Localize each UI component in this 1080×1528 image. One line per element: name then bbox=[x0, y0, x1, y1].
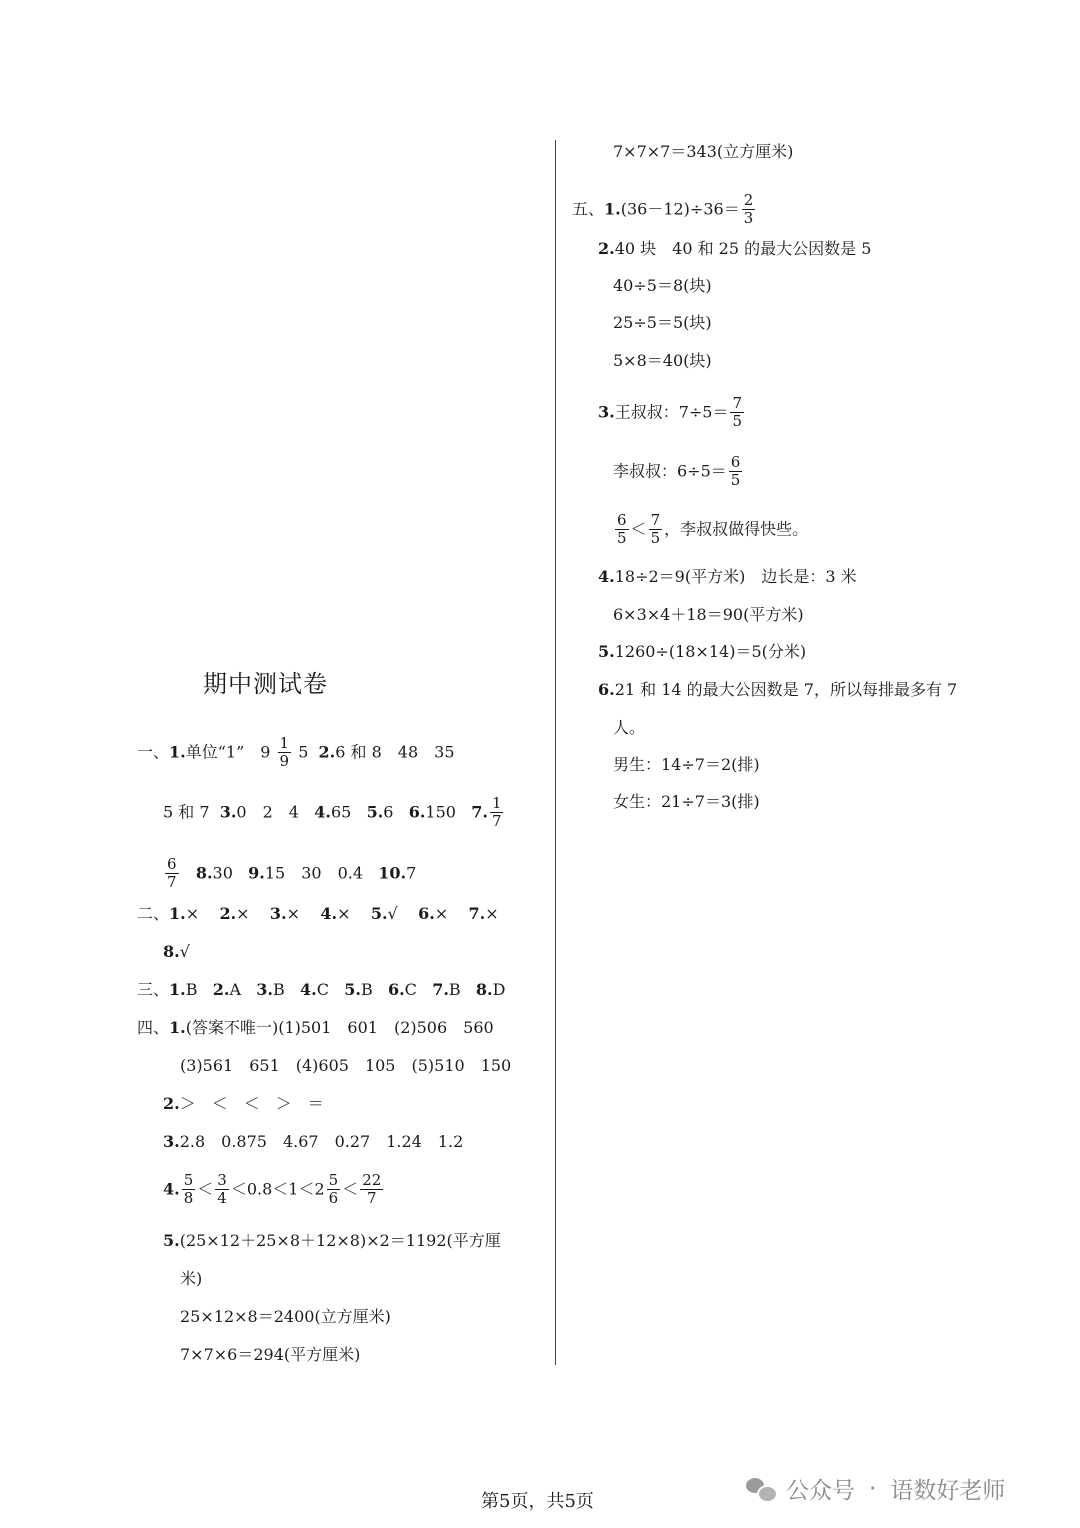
answer-line-r9: $\frac{6}{5}$ ＜ $\frac{7}{5}$ ，李叔叔做得快些。 bbox=[617, 511, 809, 548]
fraction: $\frac{1}{7}$ bbox=[491, 794, 502, 831]
answer-line-r12: 5.1260÷(18×14)＝5(分米) bbox=[598, 642, 807, 661]
fraction: $\frac{6}{5}$ bbox=[617, 511, 627, 548]
answer-line-4-6: 5.(25×12＋25×8＋12×8)×2＝1192(平方厘 bbox=[163, 1231, 501, 1250]
answer-line-r5: 25÷5＝5(块) bbox=[613, 313, 712, 332]
answer-line-1-3: $\frac{6}{7}$ 8.30 9.15 30 0.4 10.7 bbox=[167, 855, 417, 892]
answer-line-2-1: 二、1.× 2.× 3.× 4.× 5.√ 6.× 7.× bbox=[137, 904, 499, 923]
answer-line-r4: 40÷5＝8(块) bbox=[613, 276, 712, 295]
page-title: 期中测试卷 bbox=[203, 670, 328, 698]
fraction: $\frac{7}{5}$ bbox=[732, 394, 743, 431]
answer-line-4-2: (3)561 651 (4)605 105 (5)510 150 bbox=[180, 1056, 512, 1075]
watermark-separator: · bbox=[869, 1475, 877, 1502]
fraction: $\frac{7}{5}$ bbox=[650, 511, 661, 548]
column-divider bbox=[555, 140, 556, 1365]
fraction: $\frac{2}{3}$ bbox=[743, 191, 754, 228]
answer-line-r1: 7×7×7＝343(立方厘米) bbox=[613, 142, 794, 161]
answer-line-r2: 五、1.(36－12)÷36＝ $\frac{2}{3}$ bbox=[572, 191, 754, 228]
answer-line-4-8: 25×12×8＝2400(立方厘米) bbox=[180, 1307, 391, 1326]
answer-line-4-9: 7×7×6＝294(平方厘米) bbox=[180, 1345, 361, 1364]
fraction: $\frac{5}{8}$ bbox=[183, 1171, 194, 1208]
answer-line-r10: 4.18÷2＝9(平方米) 边长是：3 米 bbox=[598, 567, 857, 586]
answer-line-r3: 2.40 块 40 和 25 的最大公因数是 5 bbox=[598, 239, 872, 258]
fraction: $\frac{1}{9}$ bbox=[279, 734, 290, 771]
answer-line-4-4: 3.2.8 0.875 4.67 0.27 1.24 1.2 bbox=[163, 1132, 464, 1151]
answer-line-2-2: 8.√ bbox=[163, 942, 190, 961]
answer-line-r11: 6×3×4＋18＝90(平方米) bbox=[613, 605, 804, 624]
answer-line-r8: 李叔叔：6÷5＝ $\frac{6}{5}$ bbox=[613, 453, 741, 490]
answer-line-r6: 5×8＝40(块) bbox=[613, 351, 712, 370]
fraction: $\frac{3}{4}$ bbox=[217, 1171, 227, 1208]
answer-line-4-5: 4. $\frac{5}{8}$ ＜ $\frac{3}{4}$ ＜0.8＜1＜2 $\frac{5}{6}$ ＜ $\frac{22}{7}$ bbox=[163, 1171, 382, 1208]
answer-line-r16: 女生：21÷7＝3(排) bbox=[613, 792, 760, 811]
page-number: 第5页，共5页 bbox=[481, 1491, 594, 1512]
fraction: $\frac{22}{7}$ bbox=[362, 1171, 382, 1208]
answer-line-4-1: 四、1.(答案不唯一)(1)501 601 (2)506 560 bbox=[137, 1018, 494, 1037]
answer-line-r15: 男生：14÷7＝2(排) bbox=[613, 755, 760, 774]
watermark-label: 公众号 bbox=[786, 1478, 855, 1504]
fraction: $\frac{5}{6}$ bbox=[328, 1171, 339, 1208]
watermark bbox=[746, 1472, 1005, 1505]
answer-line-1-2: 5 和 7 3.0 2 4 4.65 5.6 6.150 7. $\frac{1}{7}$ bbox=[163, 794, 502, 831]
answer-line-4-3: 2.＞ ＜ ＜ ＞ ＝ bbox=[163, 1094, 324, 1113]
answer-line-r7: 3.王叔叔：7÷5＝ $\frac{7}{5}$ bbox=[598, 394, 743, 431]
answer-line-1-1: 一、1.单位“1” 9 $\frac{1}{9}$ 5 2.6 和 8 48 35 bbox=[137, 734, 455, 771]
answer-line-r14: 人。 bbox=[613, 718, 646, 737]
watermark-account: 语数好老师 bbox=[890, 1478, 1006, 1504]
fraction: $\frac{6}{5}$ bbox=[730, 453, 741, 490]
answer-line-3: 三、1.B 2.A 3.B 4.C 5.B 6.C 7.B 8.D bbox=[137, 980, 506, 999]
answer-line-4-7: 米) bbox=[180, 1269, 203, 1288]
wechat-icon bbox=[746, 1476, 776, 1502]
answer-line-r13: 6.21 和 14 的最大公因数是 7，所以每排最多有 7 bbox=[598, 680, 958, 699]
fraction: $\frac{6}{7}$ bbox=[167, 855, 177, 892]
